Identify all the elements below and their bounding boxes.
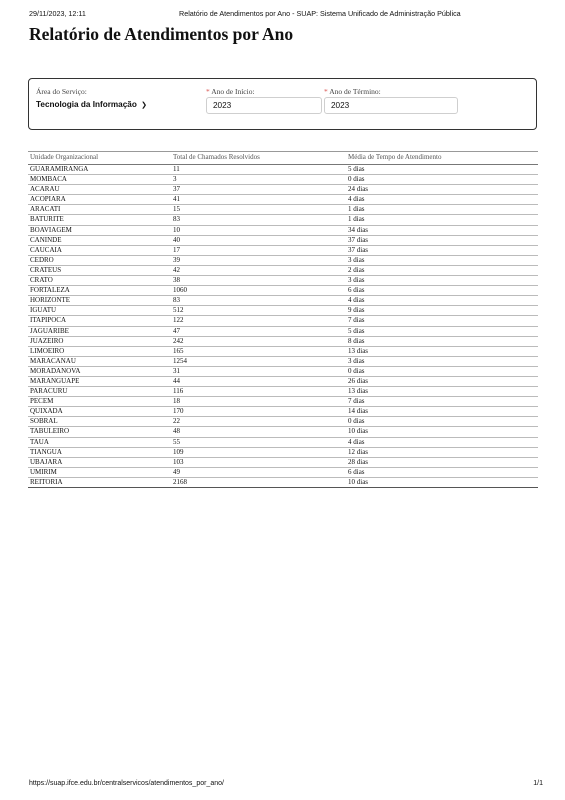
- column-header-unit: Unidade Organizacional: [28, 152, 171, 165]
- cell-unit: ARACATI: [28, 205, 171, 215]
- cell-total: 15: [171, 205, 346, 215]
- cell-average: 13 dias: [346, 387, 538, 397]
- filter-form: [28, 78, 537, 130]
- table-row: [28, 397, 538, 407]
- cell-total: 83: [171, 215, 346, 225]
- cell-average: 9 dias: [346, 306, 538, 316]
- table-header-row: [28, 152, 538, 165]
- column-header-total: Total de Chamados Resolvidos: [171, 152, 346, 165]
- cell-total: 2168: [171, 477, 346, 487]
- cell-unit: PECEM: [28, 397, 171, 407]
- cell-unit: SOBRAL: [28, 417, 171, 427]
- footer-url: https://suap.ifce.edu.br/centralservicos/atendimentos_por_ano/: [29, 780, 224, 787]
- cell-unit: TIANGUA: [28, 447, 171, 457]
- cell-unit: CAUCAIA: [28, 245, 171, 255]
- cell-total: 116: [171, 387, 346, 397]
- cell-unit: HORIZONTE: [28, 296, 171, 306]
- table-row: [28, 165, 538, 175]
- table-row: [28, 175, 538, 185]
- cell-unit: UMIRIM: [28, 467, 171, 477]
- table-row: [28, 457, 538, 467]
- cell-unit: CRATO: [28, 276, 171, 286]
- cell-average: 4 dias: [346, 437, 538, 447]
- print-footer: [29, 780, 543, 790]
- cell-total: 22: [171, 417, 346, 427]
- cell-average: 3 dias: [346, 356, 538, 366]
- cell-total: 512: [171, 306, 346, 316]
- cell-unit: BATURITE: [28, 215, 171, 225]
- table-row: [28, 407, 538, 417]
- cell-total: 103: [171, 457, 346, 467]
- table-row: [28, 245, 538, 255]
- cell-average: 12 dias: [346, 447, 538, 457]
- cell-average: 37 dias: [346, 245, 538, 255]
- start-year-label-text: Ano de Início:: [211, 87, 255, 96]
- cell-unit: REITORIA: [28, 477, 171, 487]
- table-row: [28, 276, 538, 286]
- cell-total: 48: [171, 427, 346, 437]
- table-row: [28, 437, 538, 447]
- cell-total: 44: [171, 376, 346, 386]
- cell-average: 3 dias: [346, 255, 538, 265]
- table-row: [28, 215, 538, 225]
- table-row: [28, 255, 538, 265]
- table-row: [28, 417, 538, 427]
- cell-unit: JAGUARIBE: [28, 326, 171, 336]
- table-row: [28, 195, 538, 205]
- column-header-average: Média de Tempo de Atendimento: [346, 152, 538, 165]
- table-row: [28, 477, 538, 487]
- cell-average: 37 dias: [346, 235, 538, 245]
- cell-average: 28 dias: [346, 457, 538, 467]
- end-year-label: [324, 87, 381, 96]
- cell-unit: FORTALEZA: [28, 286, 171, 296]
- cell-unit: ITAPIPOCA: [28, 316, 171, 326]
- cell-average: 10 dias: [346, 477, 538, 487]
- cell-total: 41: [171, 195, 346, 205]
- cell-unit: QUIXADA: [28, 407, 171, 417]
- cell-total: 37: [171, 185, 346, 195]
- cell-average: 1 dias: [346, 205, 538, 215]
- cell-total: 83: [171, 296, 346, 306]
- cell-average: 3 dias: [346, 276, 538, 286]
- end-year-input[interactable]: [324, 97, 458, 114]
- required-mark: *: [206, 87, 210, 96]
- cell-average: 34 dias: [346, 225, 538, 235]
- cell-total: 109: [171, 447, 346, 457]
- cell-unit: CRATEUS: [28, 265, 171, 275]
- cell-total: 49: [171, 467, 346, 477]
- cell-unit: MARACANAU: [28, 356, 171, 366]
- table-row: [28, 467, 538, 477]
- cell-total: 38: [171, 276, 346, 286]
- cell-unit: CANINDE: [28, 235, 171, 245]
- table-row: [28, 235, 538, 245]
- page-title: Relatório de Atendimentos por Ano: [29, 24, 294, 44]
- cell-total: 3: [171, 175, 346, 185]
- table-row: [28, 326, 538, 336]
- end-year-label-text: Ano de Término:: [329, 87, 381, 96]
- print-header: [29, 9, 543, 21]
- print-document-title: Relatório de Atendimentos por Ano - SUAP: Sistema Unificado de Administração Pública: [179, 9, 461, 18]
- table-row: [28, 366, 538, 376]
- cell-average: 6 dias: [346, 467, 538, 477]
- cell-total: 42: [171, 265, 346, 275]
- cell-total: 17: [171, 245, 346, 255]
- area-select-value: Tecnologia da Informação: [36, 100, 137, 109]
- cell-unit: GUARAMIRANGA: [28, 165, 171, 175]
- cell-unit: TAUA: [28, 437, 171, 447]
- cell-unit: IGUATU: [28, 306, 171, 316]
- cell-unit: MOMBACA: [28, 175, 171, 185]
- cell-average: 5 dias: [346, 326, 538, 336]
- table-row: [28, 286, 538, 296]
- table-row: [28, 346, 538, 356]
- report-table: [28, 151, 538, 488]
- cell-unit: MARANGUAPE: [28, 376, 171, 386]
- cell-total: 1254: [171, 356, 346, 366]
- start-year-input[interactable]: [206, 97, 322, 114]
- cell-total: 40: [171, 235, 346, 245]
- cell-average: 4 dias: [346, 195, 538, 205]
- cell-total: 18: [171, 397, 346, 407]
- cell-unit: ACOPIARA: [28, 195, 171, 205]
- footer-pagination: 1/1: [533, 780, 543, 787]
- cell-total: 39: [171, 255, 346, 265]
- cell-average: 13 dias: [346, 346, 538, 356]
- table-row: [28, 336, 538, 346]
- cell-average: 8 dias: [346, 336, 538, 346]
- report-table-body: [28, 165, 538, 488]
- cell-total: 55: [171, 437, 346, 447]
- required-mark: *: [324, 87, 328, 96]
- table-row: [28, 447, 538, 457]
- cell-unit: CEDRO: [28, 255, 171, 265]
- table-row: [28, 296, 538, 306]
- cell-average: 10 dias: [346, 427, 538, 437]
- cell-unit: MORADANOVA: [28, 366, 171, 376]
- table-row: [28, 387, 538, 397]
- table-row: [28, 265, 538, 275]
- cell-average: 6 dias: [346, 286, 538, 296]
- cell-total: 31: [171, 366, 346, 376]
- chevron-down-icon: ❯: [141, 102, 147, 109]
- cell-total: 242: [171, 336, 346, 346]
- area-select[interactable]: [36, 100, 147, 109]
- table-row: [28, 427, 538, 437]
- cell-average: 26 dias: [346, 376, 538, 386]
- cell-unit: TABULEIRO: [28, 427, 171, 437]
- cell-average: 7 dias: [346, 397, 538, 407]
- cell-unit: PARACURU: [28, 387, 171, 397]
- print-datetime: 29/11/2023, 12:11: [29, 9, 86, 18]
- cell-total: 11: [171, 165, 346, 175]
- cell-average: 0 dias: [346, 175, 538, 185]
- cell-average: 4 dias: [346, 296, 538, 306]
- cell-unit: LIMOEIRO: [28, 346, 171, 356]
- cell-average: 0 dias: [346, 366, 538, 376]
- area-label: Área do Serviço:: [36, 87, 87, 96]
- cell-total: 1060: [171, 286, 346, 296]
- cell-average: 24 dias: [346, 185, 538, 195]
- cell-average: 5 dias: [346, 165, 538, 175]
- table-row: [28, 316, 538, 326]
- cell-unit: UBAJARA: [28, 457, 171, 467]
- cell-average: 14 dias: [346, 407, 538, 417]
- cell-total: 47: [171, 326, 346, 336]
- cell-unit: ACARAU: [28, 185, 171, 195]
- table-row: [28, 205, 538, 215]
- cell-total: 165: [171, 346, 346, 356]
- table-row: [28, 306, 538, 316]
- cell-average: 0 dias: [346, 417, 538, 427]
- start-year-label: [206, 87, 255, 96]
- cell-unit: JUAZEIRO: [28, 336, 171, 346]
- cell-total: 122: [171, 316, 346, 326]
- cell-average: 1 dias: [346, 215, 538, 225]
- table-row: [28, 185, 538, 195]
- table-row: [28, 356, 538, 366]
- cell-average: 2 dias: [346, 265, 538, 275]
- cell-unit: BOAVIAGEM: [28, 225, 171, 235]
- table-row: [28, 225, 538, 235]
- cell-total: 170: [171, 407, 346, 417]
- table-row: [28, 376, 538, 386]
- cell-average: 7 dias: [346, 316, 538, 326]
- cell-total: 10: [171, 225, 346, 235]
